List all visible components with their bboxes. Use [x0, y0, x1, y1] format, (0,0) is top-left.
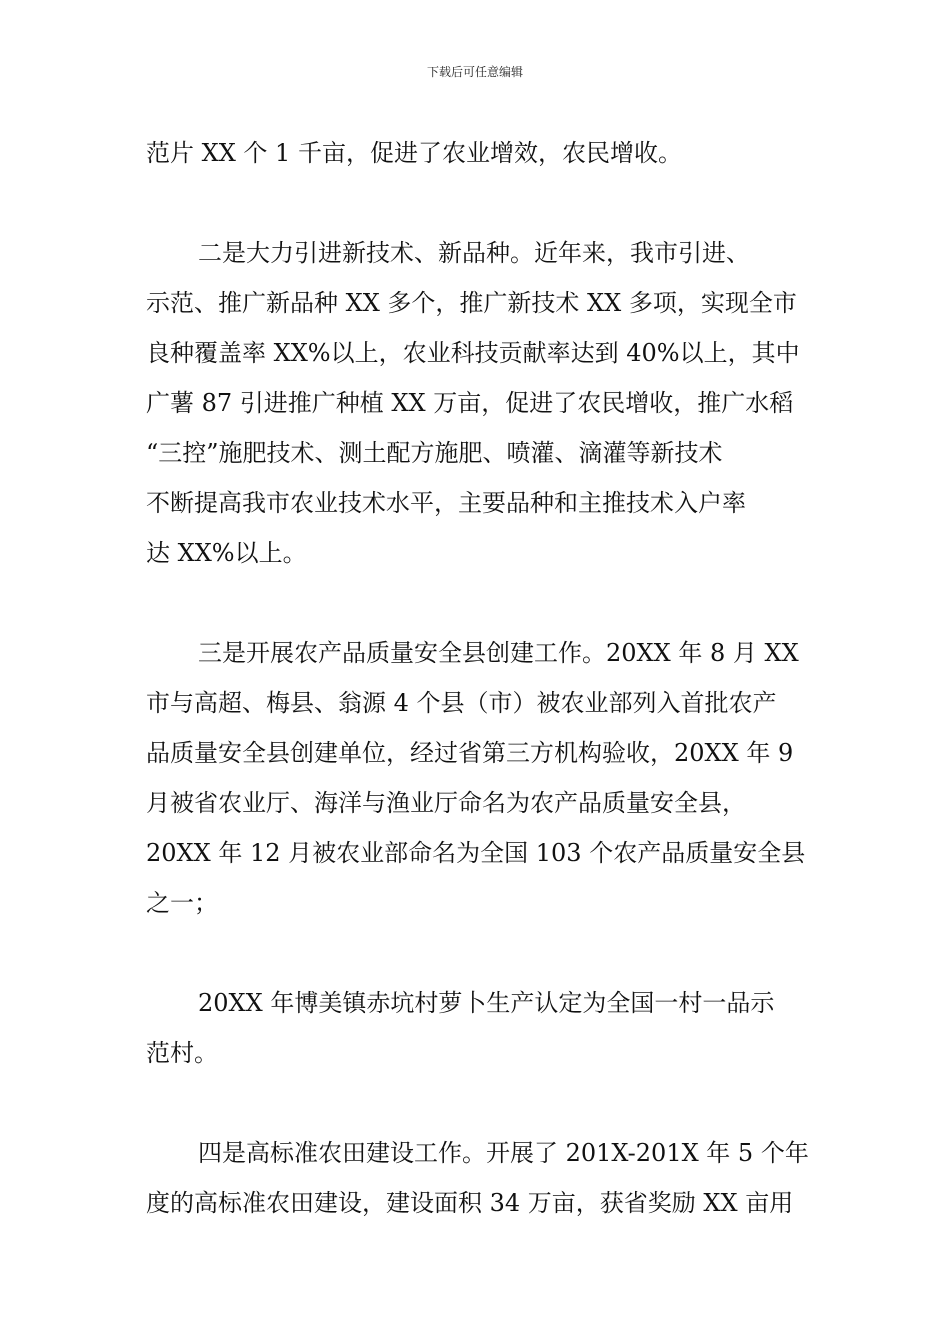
- text-line: “三控”施肥技术、测土配方施肥、喷灌、滴灌等新技术: [146, 439, 723, 467]
- paragraph-gap: [146, 1078, 810, 1128]
- paragraph-5: [146, 1128, 810, 1228]
- paragraph-gap: [146, 928, 810, 978]
- text-line: 20XX 年 12 月被农业部命名为全国 103 个农产品质量安全县: [146, 839, 806, 867]
- text-line: 度的高标准农田建设，建设面积 34 万亩，获省奖励 XX 亩用: [146, 1189, 794, 1217]
- text-line: 示范、推广新品种 XX 多个，推广新技术 XX 多项，实现全市: [146, 289, 797, 317]
- text-line: 范村。: [146, 1039, 218, 1067]
- text-line: 达 XX%以上。: [146, 539, 307, 567]
- text-line: 良种覆盖率 XX%以上，农业科技贡献率达到 40%以上，其中: [146, 339, 800, 367]
- text-line: 广薯 87 引进推广种植 XX 万亩，促进了农民增收，推广水稻: [146, 389, 794, 417]
- paragraph-gap: [146, 178, 810, 228]
- paragraph-4: [146, 978, 810, 1078]
- text-line: 市与高超、梅县、翁源 4 个县（市）被农业部列入首批农产: [146, 689, 777, 717]
- paragraph-3: [146, 628, 810, 928]
- text-line: 四是高标准农田建设工作。开展了 201X-201X 年 5 个年: [198, 1139, 809, 1167]
- document-body: [146, 128, 810, 1228]
- text-line: 三是开展农产品质量安全县创建工作。20XX 年 8 月 XX: [198, 639, 799, 667]
- page-header: 下载后可任意编辑: [426, 65, 523, 79]
- text-line: 20XX 年博美镇赤坑村萝卜生产认定为全国一村一品示: [198, 989, 775, 1017]
- text-line: 不断提高我市农业技术水平，主要品种和主推技术入户率: [146, 489, 746, 517]
- paragraph-gap: [146, 578, 810, 628]
- text-line: 二是大力引进新技术、新品种。近年来，我市引进、: [198, 239, 750, 267]
- text-line: 范片 XX 个 1 千亩，促进了农业增效，农民增收。: [146, 139, 682, 167]
- text-line: 之一；: [146, 889, 218, 917]
- text-line: 月被省农业厅、海洋与渔业厅命名为农产品质量安全县，: [146, 789, 746, 817]
- paragraph-1: [146, 128, 810, 178]
- paragraph-2: [146, 228, 810, 578]
- text-line: 品质量安全县创建单位，经过省第三方机构验收，20XX 年 9: [146, 739, 794, 767]
